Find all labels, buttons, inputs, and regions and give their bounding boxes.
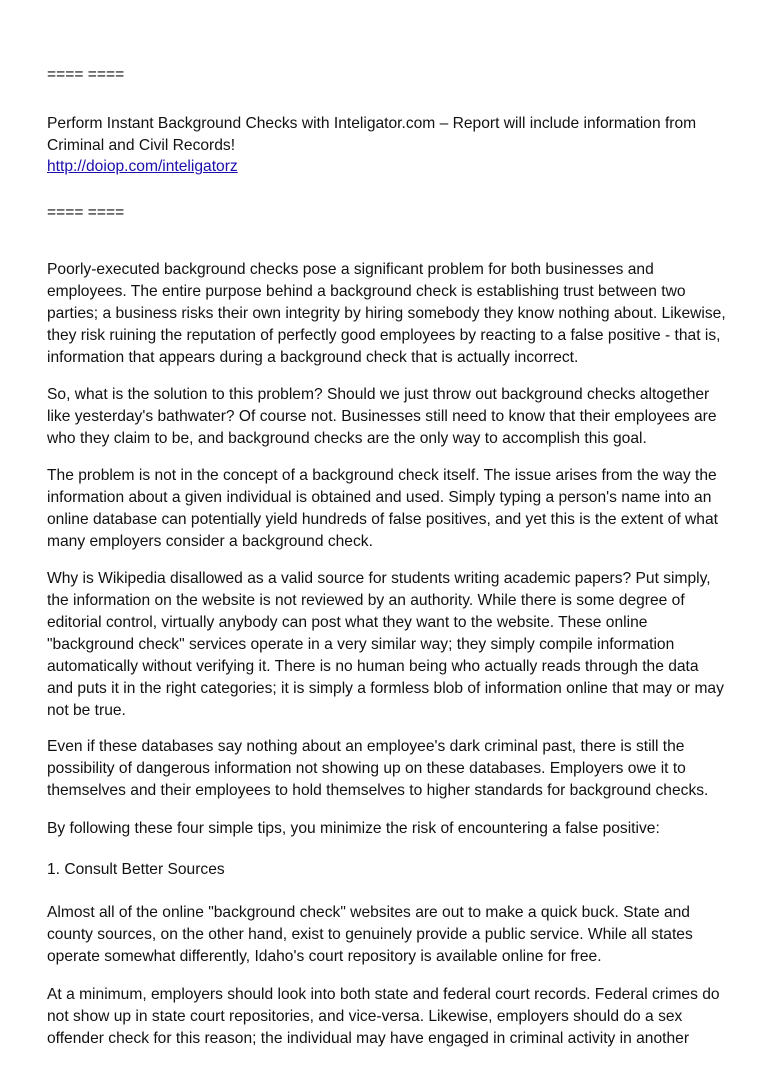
paragraph-1-line-1: Poorly-executed background checks pose a significant problem for both businesses and	[47, 261, 654, 278]
promo-line-1: Perform Instant Background Checks with Inteligator.com – Report will include information from	[47, 115, 697, 132]
paragraph-9-line-1: At a minimum, employers should look into both state and federal court records. Federal crimes do	[47, 986, 720, 1003]
paragraph-1-line-3: parties; a business risks their own integrity by hiring somebody they know nothing about. Likewise,	[47, 305, 726, 322]
paragraph-2-line-3: who they claim to be, and background checks are the only way to accomplish this goal.	[47, 430, 647, 447]
paragraph-8-line-3: operate somewhat differently, Idaho's court repository is available online for free.	[47, 948, 602, 965]
paragraph-3-line-1: The problem is not in the concept of a background check itself. The issue arises from the way the	[47, 467, 717, 484]
paragraph-9-line-2: not show up in state court repositories, and vice-versa. Likewise, employers should do a sex	[47, 1008, 683, 1025]
separator-bottom: ==== ====	[47, 204, 125, 221]
promo-line-2: Criminal and Civil Records!	[47, 137, 236, 154]
paragraph-4-line-1: Why is Wikipedia disallowed as a valid source for students writing academic papers? Put simply,	[47, 570, 711, 587]
paragraph-4-line-7: not be true.	[47, 702, 126, 719]
paragraph-3-line-4: many employers consider a background check.	[47, 533, 373, 550]
paragraph-5-line-1: Even if these databases say nothing about an employee's dark criminal past, there is still the	[47, 738, 685, 755]
paragraph-8-line-2: county sources, on the other hand, exist to genuinely provide a public service. While all states	[47, 926, 693, 943]
paragraph-4-line-5: automatically without verifying it. There is no human being who actually reads through the data	[47, 658, 699, 675]
paragraph-1-line-5: information that appears during a background check that is actually incorrect.	[47, 349, 579, 366]
paragraph-2-line-2: like yesterday's bathwater? Of course not. Businesses still need to know that their employees are	[47, 408, 717, 425]
paragraph-4-line-4: "background check" services operate in a very similar way; they simply compile information	[47, 636, 675, 653]
separator-top: ==== ====	[47, 66, 125, 83]
paragraph-1-line-2: employees. The entire purpose behind a background check is establishing trust between two	[47, 283, 686, 300]
paragraph-4-line-2: the information on the website is not reviewed by an authority. While there is some degree of	[47, 592, 685, 609]
paragraph-1-line-4: they risk ruining the reputation of perfectly good employees by reacting to a false positive - that is,	[47, 327, 721, 344]
paragraph-8-line-1: Almost all of the online "background check" websites are out to make a quick buck. State and	[47, 904, 690, 921]
paragraph-2-line-1: So, what is the solution to this problem? Should we just throw out background checks altogether	[47, 386, 710, 403]
paragraph-3-line-3: online database can potentially yield hundreds of false positives, and yet this is the extent of what	[47, 511, 718, 528]
paragraph-3-line-2: information about a given individual is obtained and used. Simply typing a person's name into an	[47, 489, 712, 506]
paragraph-4-line-3: editorial control, virtually anybody can post what they want to the website. These online	[47, 614, 648, 631]
paragraph-9-line-3: offender check for this reason; the individual may have engaged in criminal activity in another	[47, 1030, 690, 1047]
promo-link[interactable]: http://doiop.com/inteligatorz	[47, 158, 238, 175]
paragraph-4-line-6: and puts it in the right categories; it is simply a formless blob of information online that may or may	[47, 680, 724, 697]
paragraph-5-line-3: themselves and their employees to hold themselves to higher standards for background checks.	[47, 782, 709, 799]
paragraph-5-line-2: possibility of dangerous information not showing up on these databases. Employers owe it to	[47, 760, 686, 777]
paragraph-6-line-1: By following these four simple tips, you minimize the risk of encountering a false positive:	[47, 820, 660, 837]
tip-heading-1: 1. Consult Better Sources	[47, 861, 225, 878]
